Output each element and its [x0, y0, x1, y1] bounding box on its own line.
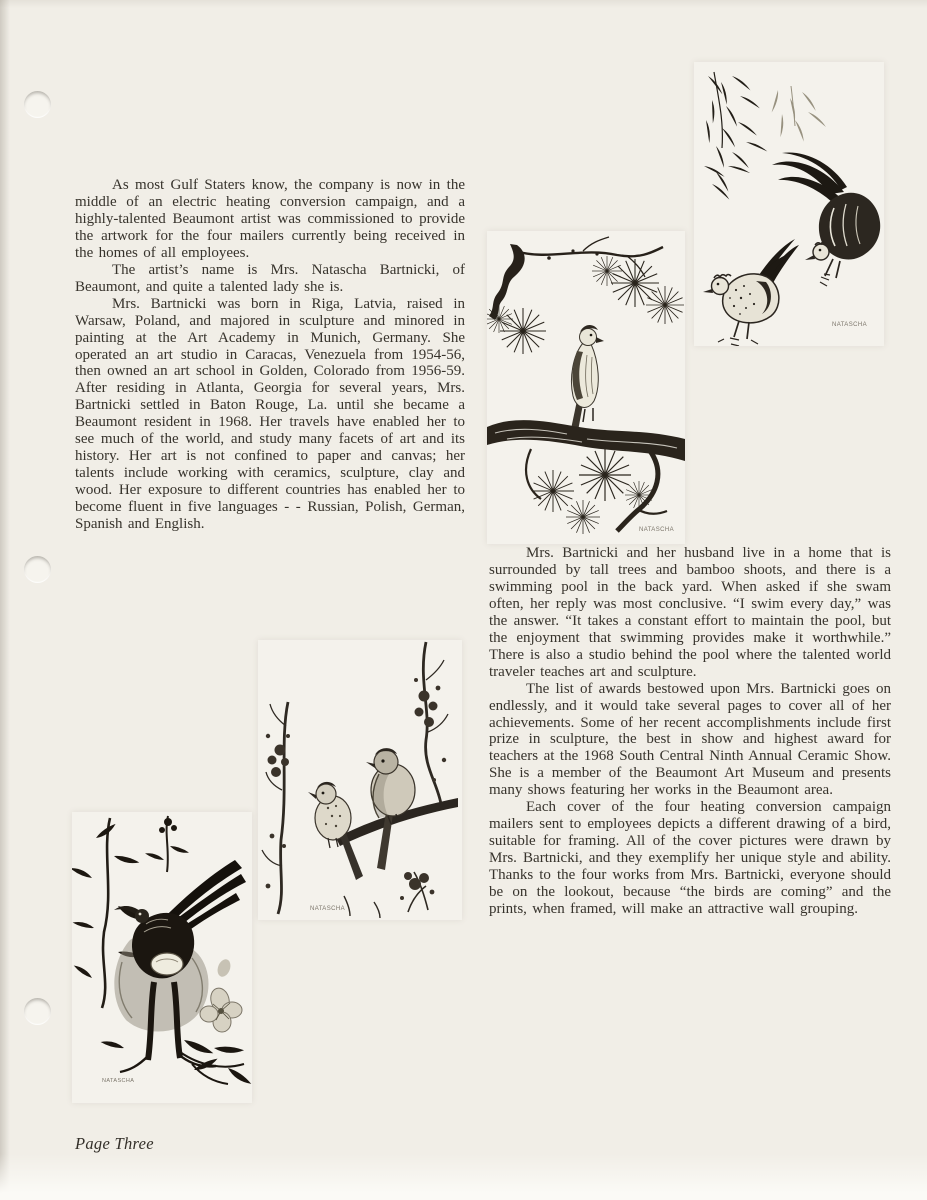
- scan-edge-left: [0, 0, 10, 1200]
- paragraph-artist-name: The artist’s name is Mrs. Natascha Bartnicki, of Beaumont, and quite a talented lady she is.: [75, 261, 465, 295]
- paragraph-intro: As most Gulf Staters know, the company is now in the middle of an electric heating conversion campaign, and a highly-talented Beaumont artist was commissioned to provide the artwork for the four mailers currently being received in the homes of all employees.: [75, 177, 465, 261]
- two-birds-blossoms-drawing: [258, 640, 462, 920]
- artist-signature: NATASCHA: [310, 906, 345, 912]
- scan-edge-bottom: [0, 1154, 927, 1200]
- artist-signature: NATASCHA: [832, 322, 867, 328]
- paragraph-mailers: Each cover of the four heating conversion campaign mailers sent to employees depicts a different drawing of a bird, suitable for framing. All of the cover pictures were drawn by Mrs. Bartnicki, and they exemplify her unique style and ability. Thanks to the four works from Mrs. Bartnicki, everyone should be on the lookout, because “the birds are coming” and the prints, when framed, will make an attractive wall grouping.: [489, 799, 891, 918]
- binder-hole-bottom: [24, 998, 51, 1025]
- page-number: Page Three: [75, 1134, 154, 1153]
- two-birds-blossoms-illustration: [258, 640, 462, 920]
- paragraph-awards: The list of awards bestowed upon Mrs. Bartnicki goes on endlessly, and it would take several pages to cover all of her achievements. Some of her recent accomplishments include first prize in sculpture, the best in show and highest award for teachers at the 1968 South Central Ninth Annual Ceramic Show. She is a member of the Beaumont Art Museum and presents many shows featuring her works in the Beaumont area.: [489, 680, 891, 799]
- bird-flowers-dark-drawing: [72, 812, 252, 1103]
- artist-signature: NATASCHA: [639, 527, 674, 533]
- scan-edge-top: [0, 0, 927, 8]
- bird-on-pine-drawing: [487, 231, 685, 544]
- bird-flowers-dark-illustration: [72, 812, 252, 1103]
- paragraph-biography: Mrs. Bartnicki was born in Riga, Latvia, raised in Warsaw, Poland, and majored in sculpture and minored in painting at the Art Academy in Munich, Germany. She operated an art studio in Caracas, Venezuela from 1954-56, then owned an art school in Golden, Colorado from 1956-59. After residing in Atlanta, Georgia for several years, Mrs. Bartnicki settled in Baton Rouge, La. until she became a Beaumont resident in 1968. Her travels have enabled her to see much of the world, and study many facets of art and its history. Her art is not confined to paper and canvas; her talents include working with ceramics, sculpture, clay and wood. Her exposure to different countries has enabled her to become fluent in five languages - - Russian, Polish, German, Spanish and English.: [75, 295, 465, 533]
- paragraph-home: Mrs. Bartnicki and her husband live in a home that is surrounded by tall trees and bamboo shoots, and there is a swimming pool in the back yard. When asked if she swam often, her reply was most conclusive. “I swim every day,” was the answer. “It takes a constant effort to maintain the pool, but the enjoyment that swimming provides make it worthwhile.” There is also a studio behind the pool where the talented world traveler teaches art and sculpture.: [489, 545, 891, 680]
- bird-on-pine-illustration: [487, 231, 685, 544]
- right-column: [489, 545, 891, 918]
- roosters-bamboo-drawing: [694, 62, 884, 346]
- binder-hole-middle: [24, 556, 51, 583]
- left-column: [75, 177, 465, 533]
- roosters-bamboo-illustration: [694, 62, 884, 346]
- artist-signature: NATASCHA: [102, 1078, 135, 1084]
- binder-hole-top: [24, 91, 51, 118]
